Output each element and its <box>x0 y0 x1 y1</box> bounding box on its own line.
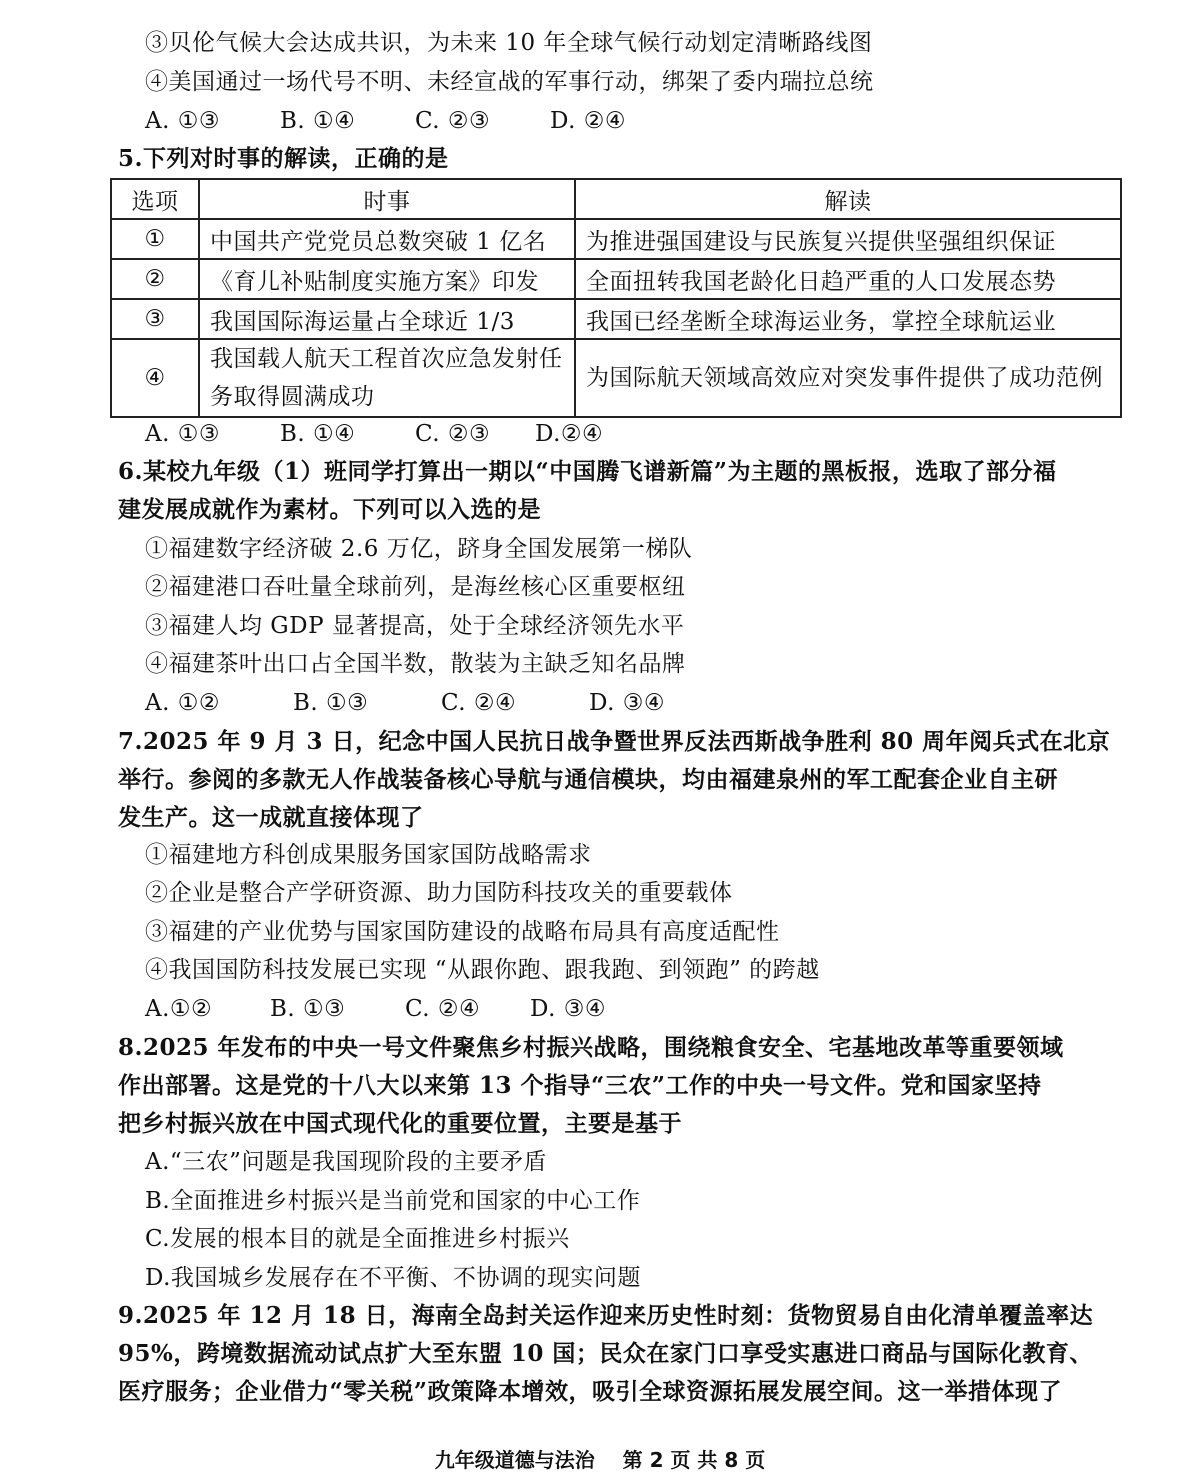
q6-options <box>145 688 665 718</box>
q6-item-1: ①福建数字经济破 2.6 万亿，跻身全国发展第一梯队 <box>145 536 693 562</box>
q7-option-c: C. ②④ <box>405 996 481 1022</box>
q7-option-d: D. ③④ <box>530 996 606 1022</box>
q6-item-4: ④福建茶叶出口占全国半数，散装为主缺乏知名品牌 <box>145 651 686 677</box>
q8-option-c: C.发展的根本目的就是全面推进乡村振兴 <box>145 1226 570 1252</box>
q4-item-4: ④美国通过一场代号不明、未经宣战的军事行动，绑架了委内瑞拉总统 <box>145 69 874 95</box>
q5-options <box>145 419 603 449</box>
q6-option-a: A. ①② <box>145 690 220 716</box>
q8-option-a: A.“三农”问题是我国现阶段的主要矛盾 <box>145 1149 547 1175</box>
q8-stem-line-1: 8.2025 年发布的中央一号文件聚焦乡村振兴战略，围绕粮食安全、宅基地改革等重要领域 <box>118 1034 1064 1061</box>
q7-stem-line-2: 举行。参阅的多款无人作战装备核心导航与通信模块，均由福建泉州的军工配套企业自主研 <box>118 766 1058 793</box>
table-row <box>111 339 1121 417</box>
q4-item-3: ③贝伦气候大会达成共识，为未来 10 年全球气候行动划定清晰路线图 <box>145 30 873 56</box>
q5-header-option: 选项 <box>111 179 199 219</box>
q9-stem-line-2: 95%，跨境数据流动试点扩大至东盟 10 国；民众在家门口享受实惠进口商品与国际化教育、 <box>118 1340 1093 1367</box>
q5-option-a: A. ①③ <box>145 421 220 447</box>
q5-option-c: C. ②③ <box>415 421 491 447</box>
q7-stem-line-3: 发生产。这一成就直接体现了 <box>118 804 424 831</box>
q5-row-event: 《育儿补贴制度实施方案》印发 <box>199 259 575 299</box>
q4-options <box>145 106 626 136</box>
q5-stem: 5.下列对时事的解读，正确的是 <box>118 145 449 172</box>
q5-row-reading: 为推进强国建设与民族复兴提供坚强组织保证 <box>575 219 1121 259</box>
q7-item-3: ③福建的产业优势与国家国防建设的战略布局具有高度适配性 <box>145 919 780 945</box>
q5-row-reading: 全面扭转我国老龄化日趋严重的人口发展态势 <box>575 259 1121 299</box>
q6-stem-line-1: 6.某校九年级（1）班同学打算出一期以“中国腾飞谱新篇”为主题的黑板报，选取了部分福 <box>118 458 1057 485</box>
q8-option-b: B.全面推进乡村振兴是当前党和国家的中心工作 <box>145 1188 641 1214</box>
q5-row-no: ④ <box>111 339 199 417</box>
q6-item-3: ③福建人均 GDP 显著提高，处于全球经济领先水平 <box>145 613 685 639</box>
q5-row-event: 我国载人航天工程首次应急发射任务取得圆满成功 <box>199 339 575 417</box>
q7-item-1: ①福建地方科创成果服务国家国防战略需求 <box>145 842 592 868</box>
q7-item-4: ④我国国防科技发展已实现 “从跟你跑、跟我跑、到领跑” 的跨越 <box>145 957 820 983</box>
q9-stem-line-1: 9.2025 年 12 月 18 日，海南全岛封关运作迎来历史性时刻：货物贸易自由化清单覆盖率达 <box>118 1302 1094 1329</box>
q8-option-d: D.我国城乡发展存在不平衡、不协调的现实问题 <box>145 1265 641 1291</box>
q7-options <box>145 994 606 1024</box>
q4-option-a: A. ①③ <box>145 108 220 134</box>
q5-option-d: D.②④ <box>535 421 604 447</box>
q8-stem-line-3: 把乡村振兴放在中国式现代化的重要位置，主要是基于 <box>118 1110 682 1137</box>
q7-item-2: ②企业是整合产学研资源、助力国防科技攻关的重要载体 <box>145 880 733 906</box>
q4-option-b: B. ①④ <box>280 108 356 134</box>
table-row <box>111 259 1121 299</box>
q5-option-b: B. ①④ <box>280 421 356 447</box>
q5-header-reading: 解读 <box>575 179 1121 219</box>
q6-option-c: C. ②④ <box>441 690 517 716</box>
q9-stem-line-3: 医疗服务；企业借力“零关税”政策降本增效，吸引全球资源拓展发展空间。这一举措体现了 <box>118 1378 1062 1405</box>
q5-row-reading: 我国已经垄断全球海运业务，掌控全球航运业 <box>575 299 1121 339</box>
q5-header-event: 时事 <box>199 179 575 219</box>
q7-stem-line-1: 7.2025 年 9 月 3 日，纪念中国人民抗日战争暨世界反法西斯战争胜利 80 周年阅兵式在北京 <box>118 728 1111 755</box>
q6-item-2: ②福建港口吞吐量全球前列，是海丝核心区重要枢纽 <box>145 574 686 600</box>
q5-table <box>110 178 1122 418</box>
q4-option-c: C. ②③ <box>415 108 491 134</box>
page-footer: 九年级道德与法治 第 2 页 共 8 页 <box>434 1448 766 1472</box>
q5-row-no: ① <box>111 219 199 259</box>
q8-stem-line-2: 作出部署。这是党的十八大以来第 13 个指导“三农”工作的中央一号文件。党和国家坚持 <box>118 1072 1042 1099</box>
q5-row-event: 中国共产党党员总数突破 1 亿名 <box>199 219 575 259</box>
table-row <box>111 299 1121 339</box>
q6-option-d: D. ③④ <box>589 690 665 716</box>
q5-row-reading: 为国际航天领域高效应对突发事件提供了成功范例 <box>575 339 1121 417</box>
q5-row-event: 我国国际海运量占全球近 1/3 <box>199 299 575 339</box>
q7-option-b: B. ①③ <box>270 996 346 1022</box>
q7-option-a: A.①② <box>145 996 213 1022</box>
q5-row-no: ③ <box>111 299 199 339</box>
q4-option-d: D. ②④ <box>550 108 626 134</box>
q6-stem-line-2: 建发展成就作为素材。下列可以入选的是 <box>118 496 541 523</box>
q6-option-b: B. ①③ <box>293 690 369 716</box>
table-row <box>111 219 1121 259</box>
q5-row-no: ② <box>111 259 199 299</box>
